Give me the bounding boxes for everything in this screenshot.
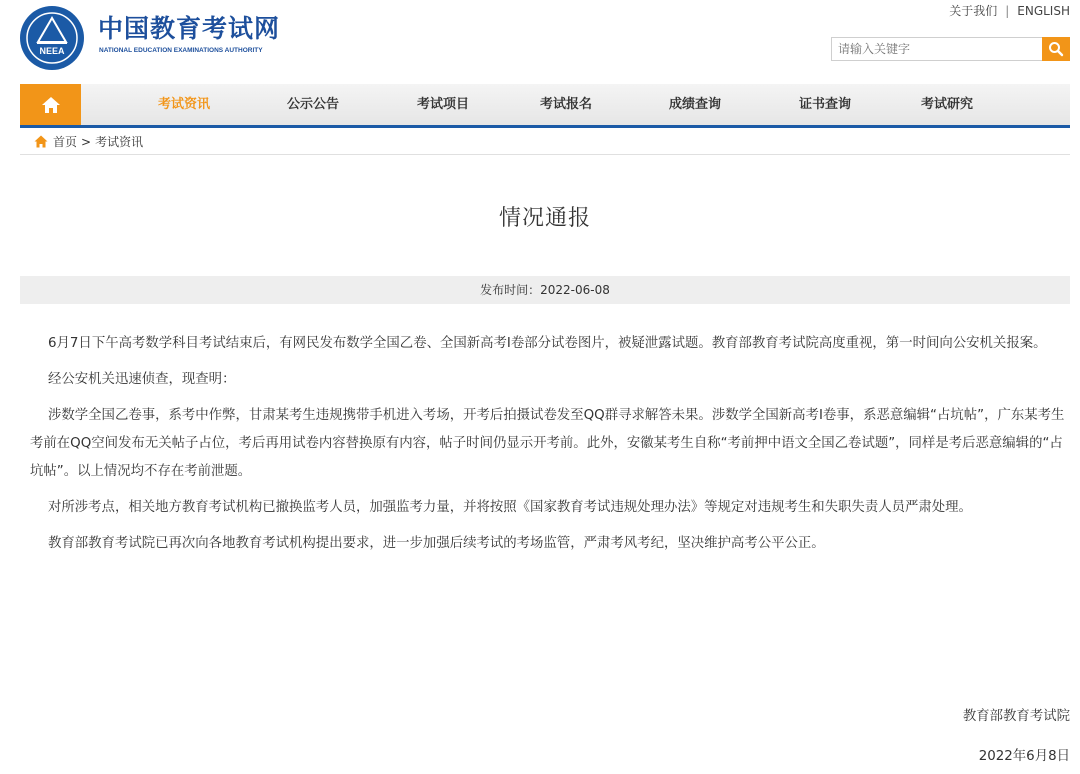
nav-item-announcements[interactable]: 公示公告 [287,97,340,112]
breadcrumb-divider [20,154,1070,155]
article-paragraph: 对所涉考点，相关地方教育考试机构已撤换监考人员，加强监考力量，并将按照《国家教育考试违规处理办法》等规定对违规考生和失职失责人员严肃处理。 [48,500,972,515]
home-icon [41,96,61,114]
nav-item-exam-projects[interactable]: 考试项目 [417,97,470,112]
article-title: 情况通报 [498,206,591,231]
breadcrumb [34,133,143,150]
site-title-cn: 中国教育考试网 [98,14,281,43]
article-date: 2022年6月8日 [978,749,1070,764]
article-signature: 教育部教育考试院 [962,709,1070,724]
site-title-en: NATIONAL EDUCATION EXAMINATIONS AUTHORITY [99,47,263,54]
logo-emblem-text: NEEA [39,46,65,56]
english-link[interactable]: ENGLISH [1017,4,1070,18]
search-button[interactable] [1042,37,1070,61]
nav-home-button[interactable] [20,84,81,125]
nav-item-certificate-query[interactable]: 证书查询 [799,97,852,112]
breadcrumb-home-icon [34,135,48,148]
article-paragraph: 经公安机关迅速侦查，现查明： [48,372,236,387]
article-paragraph: 教育部教育考试院已再次向各地教育考试机构提出要求，进一步加强后续考试的考场监管，严肃考风考纪，坚决维护高考公平公正。 [48,536,825,551]
breadcrumb-current-link[interactable]: 考试资讯 [95,135,144,149]
nav-item-exam-news[interactable]: 考试资讯 [158,97,211,112]
main-nav [20,84,1070,125]
site-header [0,0,1080,84]
nav-item-registration[interactable]: 考试报名 [540,97,593,112]
breadcrumb-separator: > [81,134,92,149]
article-paragraph: 6月7日下午高考数学科目考试结束后，有网民发布数学全国乙卷、全国新高考I卷部分试卷图片，被疑泄露试题。教育部教育考试院高度重视，第一时间向公安机关报案。 [48,336,1047,351]
nav-item-exam-research[interactable]: 考试研究 [921,97,974,112]
article-paragraph: 涉数学全国乙卷事，系考中作弊，甘肃某考生违规携带手机进入考场，开考后拍摄试卷发至QQ群寻求解答未果。涉数学全国新高考I卷事，系恶意编辑“占坑帖”，广东某考生考前在QQ空间发布无关帖子占位，考后再用试卷内容替换原有内容，帖子时间仍显示开考前。此外，安徽某考生自称“考前押中语文全国乙卷试题”，同样是考后恶意编辑的“占坑帖”。以上情况均不存在考前泄题。 [30,408,1065,479]
nav-divider [20,125,1070,128]
top-links-separator: | [1005,4,1010,18]
article-body [30,330,1072,566]
neea-logo[interactable] [20,6,84,70]
nav-item-score-query[interactable]: 成绩查询 [669,97,722,112]
top-links [949,2,1070,19]
about-us-link[interactable]: 关于我们 [949,4,998,18]
publish-time-bar [20,276,1070,304]
neea-emblem-icon [20,6,84,70]
breadcrumb-home-link[interactable]: 首页 [53,135,78,149]
publish-time: 发布时间：2022-06-08 [480,283,610,297]
search-icon [1048,41,1064,57]
search-input[interactable] [831,37,1043,61]
